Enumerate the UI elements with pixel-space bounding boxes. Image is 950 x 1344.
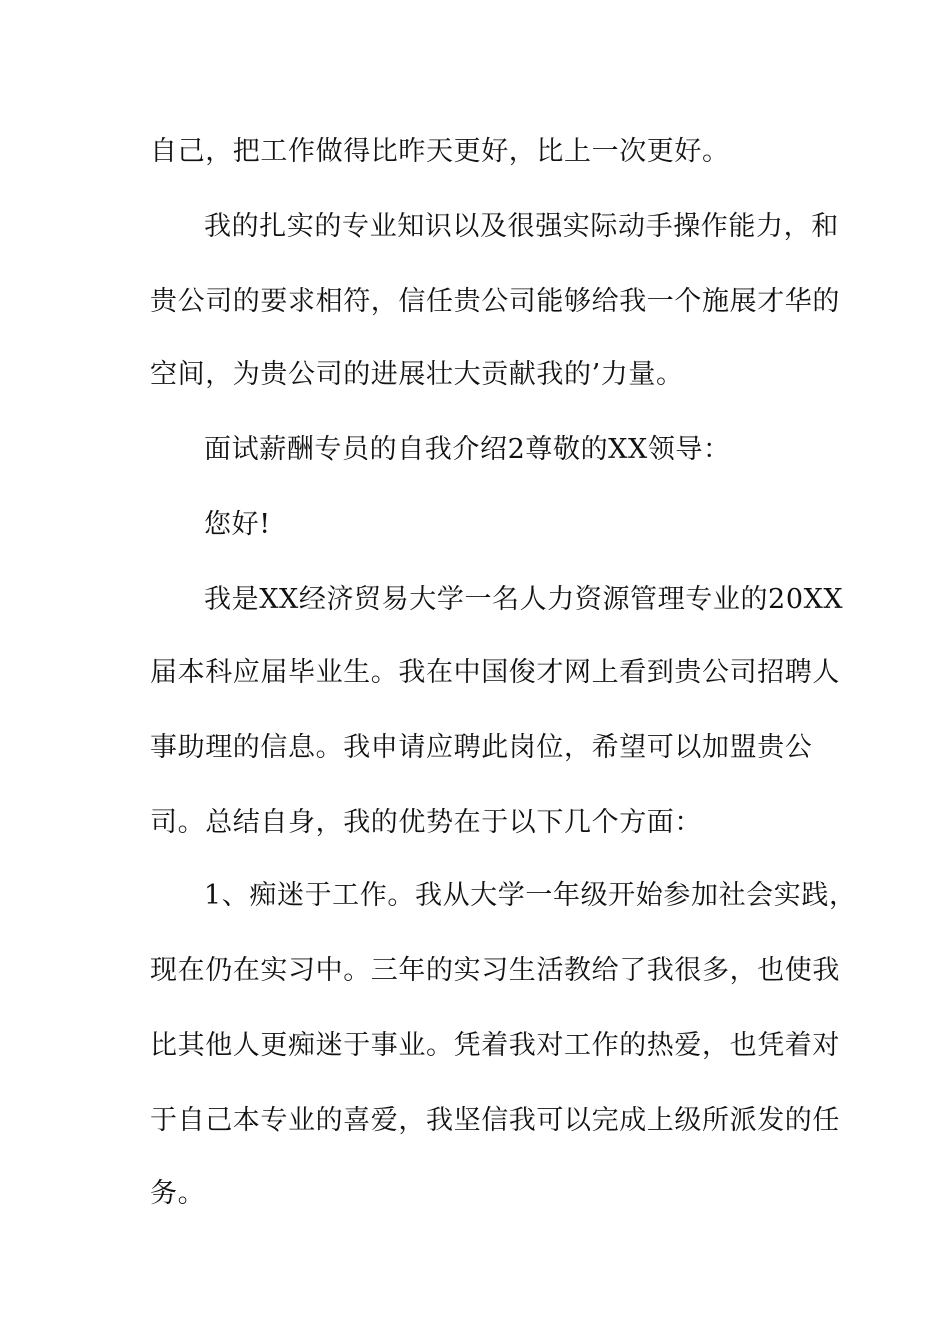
text-line: 届本科应届毕业生。我在中国俊才网上看到贵公司招聘人	[150, 657, 840, 688]
text-line: 司。总结自身，我的优势在于以下几个方面：	[150, 807, 702, 838]
text-line: 现在仍在实习中。三年的实习生活教给了我很多，也使我	[150, 955, 840, 986]
paragraph-line: 1、痴迷于工作。我从大学一年级开始参加社会实践，	[204, 880, 857, 911]
paragraph-line: 面试薪酬专员的自我介绍2尊敬的XX领导：	[204, 434, 731, 465]
text-line: 自己，把工作做得比昨天更好，比上一次更好。	[150, 136, 730, 167]
text-line: 比其他人更痴迷于事业。凭着我对工作的热爱，也凭着对	[150, 1030, 840, 1061]
paragraph-line: 我的扎实的专业知识以及很强实际动手操作能力，和	[204, 211, 839, 242]
text-line: 于自己本专业的喜爱，我坚信我可以完成上级所派发的任	[150, 1105, 840, 1136]
text-line: 事助理的信息。我申请应聘此岗位，希望可以加盟贵公	[150, 732, 813, 763]
text-line: 务。	[150, 1178, 206, 1209]
text-line: 空间，为贵公司的进展壮大贡献我的’力量。	[150, 359, 684, 390]
paragraph-line: 我是XX经济贸易大学一名人力资源管理专业的20XX	[204, 584, 844, 615]
text-line: 贵公司的要求相符，信任贵公司能够给我一个施展才华的	[150, 286, 840, 317]
greeting-line: 您好!	[204, 509, 271, 540]
